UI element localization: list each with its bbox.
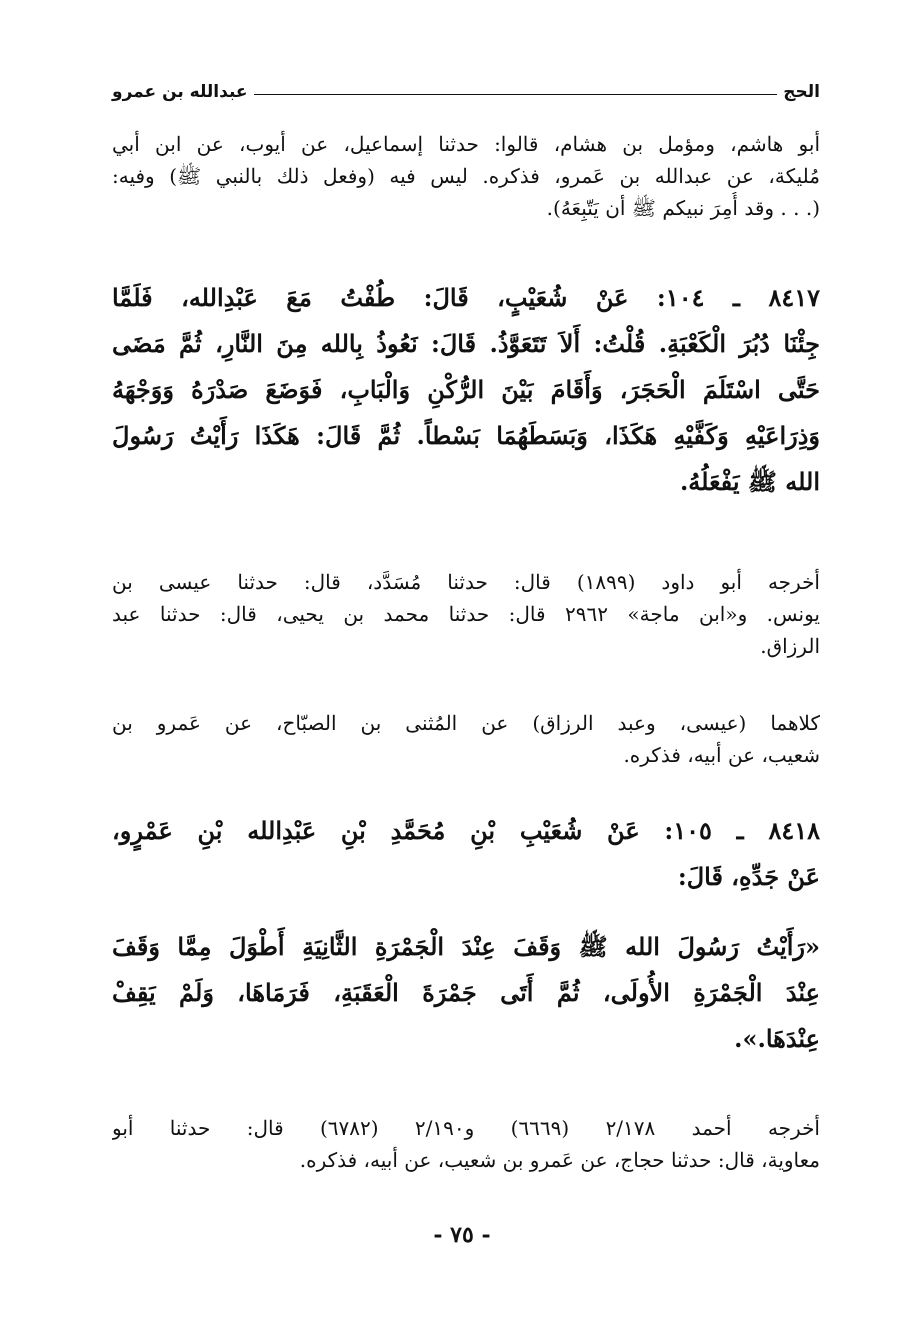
hadith-line: وَذِرَاعَيْهِ وَكَفَّيْهِ هَكَذَا، وَبَسَطَهُمَا بَسْطاً. ثُمَّ قَالَ: هَكَذَا رَأَيْتُ رَسُولَ xyxy=(112,421,820,450)
hadith-line: الله ﷺ يَفْعَلُهُ. xyxy=(679,467,820,496)
hadith-line: عِنْدَهَا.». xyxy=(734,1024,820,1053)
hadith-line: حَتَّى اسْتَلَمَ الْحَجَرَ، وَأَقَامَ بَيْنَ الرُّكْنِ وَالْبَابِ، فَوَضَعَ صَدْرَهُ وَوَجْهَهُ xyxy=(112,375,820,404)
text-line: شعيب، عن أبيه، فذكره. xyxy=(623,743,820,767)
text-line: أخرجه أحمد ٢/١٧٨ (٦٦٦٩) و٢/١٩٠ (٦٧٨٢) قال: حدثنا أبو xyxy=(112,1116,820,1140)
hadith-8418-isnad xyxy=(112,808,820,900)
hadith-8418-matn xyxy=(112,924,820,1062)
takhrij-8418-paragraph xyxy=(112,1112,820,1176)
takhrij-8417-paragraph-a xyxy=(112,566,820,662)
header-companion-name: عبدالله بن عمرو xyxy=(112,82,248,102)
text-line: أبو هاشم، ومؤمل بن هشام، قالوا: حدثنا إسماعيل، عن أيوب، عن ابن أبي xyxy=(112,132,820,156)
header-chapter-title: الحج xyxy=(783,82,820,102)
hadith-line: «رَأَيْتُ رَسُولَ الله ﷺ وَقَفَ عِنْدَ الْجَمْرَةِ الثَّانِيَةِ أَطْوَلَ مِمَّا وَقَفَ xyxy=(112,932,820,961)
text-line: معاوية، قال: حدثنا حجاج، عن عَمرو بن شعيب، عن أبيه، فذكره. xyxy=(299,1148,820,1172)
running-header xyxy=(112,78,820,106)
takhrij-8417-paragraph-b xyxy=(112,707,820,771)
hadith-line: ٨٤١٧ ـ ١٠٤: عَنْ شُعَيْبٍ، قَالَ: طُفْتُ مَعَ عَبْدِالله، فَلَمَّا xyxy=(112,283,820,312)
text-line: مُليكة، عن عبدالله بن عَمرو، فذكره. ليس فيه (وفعل ذلك بالنبي ﷺ) وفيه: xyxy=(112,164,820,188)
hadith-line: عَنْ جَدِّهِ، قَالَ: xyxy=(677,862,820,891)
source-continuation-paragraph xyxy=(112,128,820,224)
text-line: كلاهما (عيسى، وعبد الرزاق) عن المُثنى بن الصبّاح، عن عَمرو بن xyxy=(112,711,820,735)
hadith-8417-paragraph xyxy=(112,275,820,505)
page-number: - ٧٥ - xyxy=(433,1222,491,1248)
text-line: أخرجه أبو داود (١٨٩٩) قال: حدثنا مُسَدَّد، قال: حدثنا عيسى بن xyxy=(112,570,820,594)
hadith-line: جِئْنَا دُبُرَ الْكَعْبَةِ. قُلْتُ: أَلاَ تَتَعَوَّذُ. قَالَ: نَعُوذُ بِالله مِنَ النَّارِ، ثُمَّ مَضَى xyxy=(112,329,820,358)
hadith-line: ٨٤١٨ ـ ١٠٥: عَنْ شُعَيْبِ بْنِ مُحَمَّدِ بْنِ عَبْدِالله بْنِ عَمْرٍو، xyxy=(112,816,820,845)
header-rule xyxy=(254,94,778,95)
text-line: (. . . وقد أُمِرَ نبيكم ﷺ أن يَتّبِعَهُ). xyxy=(546,196,820,220)
text-line: يونس. و«ابن ماجة» ٢٩٦٢ قال: حدثنا محمد بن يحيى، قال: حدثنا عبد xyxy=(112,602,820,626)
text-line: الرزاق. xyxy=(760,634,820,658)
hadith-line: عِنْدَ الْجَمْرَةِ الأُولَى، ثُمَّ أَتَى جَمْرَةَ الْعَقَبَةِ، فَرَمَاهَا، وَلَمْ يَقِفْ xyxy=(112,978,820,1007)
